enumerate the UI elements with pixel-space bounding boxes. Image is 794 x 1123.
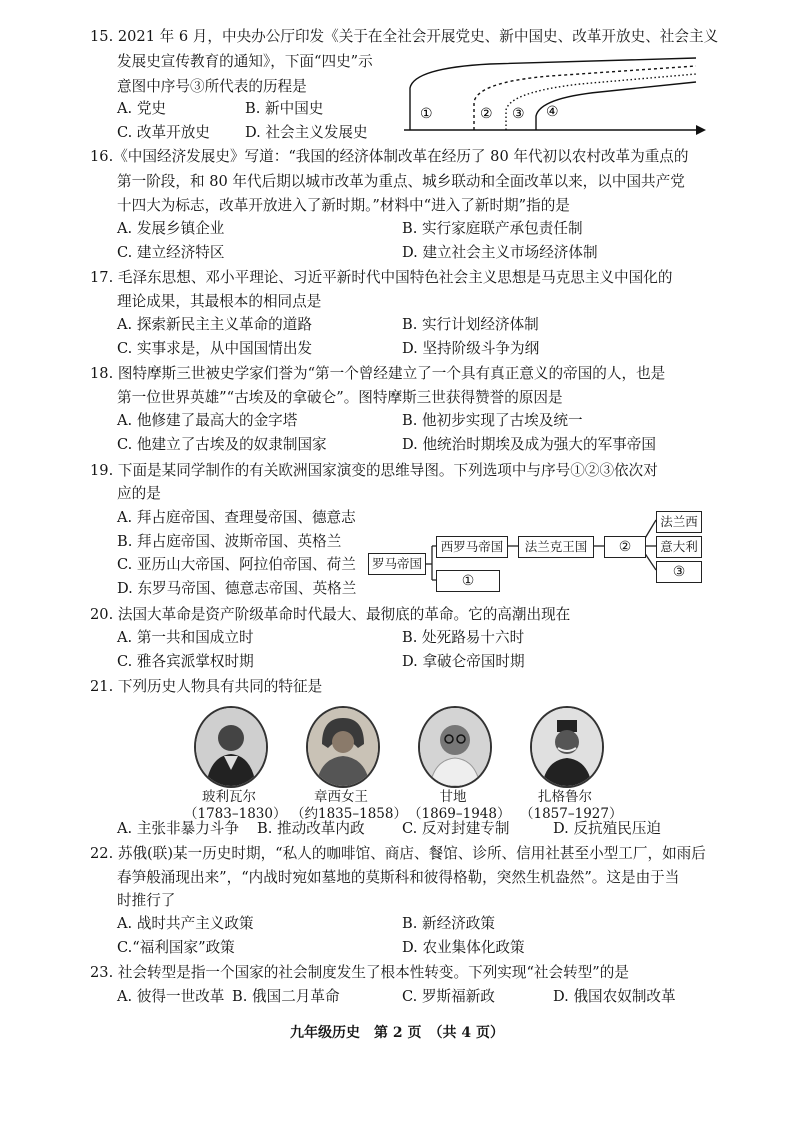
caption-gandhi — [408, 789, 511, 823]
caption-bolivar — [184, 789, 287, 823]
q18-stem-line2: 第一位世界英雄”“古埃及的拿破仑”。图特摩斯三世获得赞誉的原因是 — [117, 389, 563, 406]
page-footer: 九年级历史 第 2 页 （共 4 页） — [290, 1025, 504, 1041]
diagram-curve-4 — [536, 82, 696, 130]
q15-stem-line2: 发展史宣传教育的通知》，下面“四史”示 — [117, 53, 373, 70]
q15-stem-line1: 15. 2021 年 6 月，中央办公厅印发《关于在全社会开展党史、新中国史、改革开放史、社会主义 — [90, 28, 719, 45]
portrait-gandhi — [418, 706, 492, 788]
q20-option-c: C. 雅各宾派掌权时期 — [117, 653, 254, 670]
caption-bolivar-years: （1783–1830） — [184, 805, 287, 822]
q19-option-a: A. 拜占庭帝国、查理曼帝国、德意志 — [117, 509, 356, 526]
q17-option-c: C. 实事求是，从中国国情出发 — [117, 340, 313, 357]
q19-stem-line2: 应的是 — [117, 485, 161, 502]
q17-option-b: B. 实行计划经济体制 — [402, 316, 539, 333]
diagram-label-2: ② — [480, 106, 493, 122]
q21-stem-line1: 21. 下列历史人物具有共同的特征是 — [90, 678, 323, 695]
q16-option-c: C. 建立经济特区 — [117, 244, 225, 261]
mindmap-west-rome: 西罗马帝国 — [436, 536, 508, 558]
q18-option-b: B. 他初步实现了古埃及统一 — [402, 412, 583, 429]
q16-option-b: B. 实行家庭联产承包责任制 — [402, 220, 583, 237]
q22-option-d: D. 农业集体化政策 — [402, 939, 525, 956]
q22-option-a: A. 战时共产主义政策 — [117, 915, 254, 932]
diagram-curve-2 — [474, 66, 696, 130]
q18-option-d: D. 他统治时期埃及成为强大的军事帝国 — [402, 436, 656, 453]
portrait-zaghloul — [530, 706, 604, 788]
four-histories-diagram — [400, 52, 708, 142]
portrait-rani-of-jhansi — [306, 706, 380, 788]
q15-stem-line3: 意图中序号③所代表的历程是 — [117, 78, 307, 95]
q21-option-c: C. 反对封建专制 — [402, 820, 510, 837]
q20-stem-line1: 20. 法国大革命是资产阶级革命时代最大、最彻底的革命。它的高潮出现在 — [90, 606, 571, 623]
caption-gandhi-name: 甘地 — [439, 789, 467, 805]
caption-zaghloul — [520, 789, 623, 823]
caption-bolivar-name: 玻利瓦尔 — [202, 789, 256, 805]
q22-stem-line1: 22. 苏俄(联)某一历史时期，“私人的咖啡馆、商店、餐馆、诊所、信用社甚至小型工厂，如雨后 — [90, 845, 706, 862]
q15-option-b: B. 新中国史 — [245, 100, 324, 117]
q18-option-a: A. 他修建了最高大的金字塔 — [117, 412, 298, 429]
q21-option-d: D. 反抗殖民压迫 — [553, 820, 662, 837]
mindmap-blank-1: ① — [436, 570, 500, 592]
q20-option-a: A. 第一共和国成立时 — [117, 629, 254, 646]
q22-stem-line2: 春笋般涌现出来”，“内战时宛如墓地的莫斯科和彼得格勒，突然生机盎然”。这是由于当 — [117, 869, 680, 886]
q19-option-c: C. 亚历山大帝国、阿拉伯帝国、荷兰 — [117, 556, 356, 573]
diagram-label-3: ③ — [512, 106, 525, 122]
caption-rani-name: 章西女王 — [314, 789, 368, 805]
q15-option-c: C. 改革开放史 — [117, 124, 210, 141]
q16-option-a: A. 发展乡镇企业 — [117, 220, 225, 237]
q22-option-b: B. 新经济政策 — [402, 915, 495, 932]
q23-option-a: A. 彼得一世改革 — [117, 988, 225, 1005]
portrait-bolivar — [194, 706, 268, 788]
q17-stem-line1: 17. 毛泽东思想、邓小平理论、习近平新时代中国特色社会主义思想是马克思主义中国化的 — [90, 269, 673, 286]
q21-option-a: A. 主张非暴力斗争 — [117, 820, 239, 837]
caption-rani — [291, 789, 407, 823]
q17-option-a: A. 探索新民主主义革命的道路 — [117, 316, 312, 333]
mindmap-blank-3: ③ — [656, 561, 702, 583]
q19-option-d: D. 东罗马帝国、德意志帝国、英格兰 — [117, 580, 357, 597]
q20-option-b: B. 处死路易十六时 — [402, 629, 525, 646]
mindmap-rome: 罗马帝国 — [368, 553, 426, 575]
q17-stem-line2: 理论成果，其最根本的相同点是 — [117, 293, 322, 310]
diagram-label-4: ④ — [546, 104, 559, 120]
caption-rani-years: （约1835–1858） — [291, 805, 407, 822]
mindmap-blank-2: ② — [604, 536, 646, 558]
q22-stem-line3: 时推行了 — [117, 892, 176, 909]
mindmap-france: 法兰西 — [656, 511, 702, 533]
q21-option-b: B. 推动改革内政 — [257, 820, 365, 837]
q22-option-c: C.“福利国家”政策 — [117, 939, 235, 956]
mindmap-italy: 意大利 — [656, 536, 702, 558]
q23-stem-line1: 23. 社会转型是指一个国家的社会制度发生了根本性转变。下列实现“社会转型”的是 — [90, 964, 629, 981]
q17-option-d: D. 坚持阶级斗争为纲 — [402, 340, 540, 357]
caption-zaghloul-name: 扎格鲁尔 — [538, 789, 592, 805]
caption-zaghloul-years: （1857–1927） — [520, 805, 623, 822]
q15-option-a: A. 党史 — [117, 100, 167, 117]
diagram-axis-arrow — [696, 125, 706, 135]
q23-option-d: D. 俄国农奴制改革 — [553, 988, 676, 1005]
q16-stem-line3: 十四大为标志，改革开放进入了新时期。”材料中“进入了新时期”指的是 — [117, 197, 570, 214]
mindmap-frankish-kingdom: 法兰克王国 — [518, 536, 594, 558]
q19-option-b: B. 拜占庭帝国、波斯帝国、英格兰 — [117, 533, 342, 550]
q23-option-b: B. 俄国二月革命 — [232, 988, 340, 1005]
q15-option-d: D. 社会主义发展史 — [245, 124, 368, 141]
q18-stem-line1: 18. 图特摩斯三世被史学家们誉为“第一个曾经建立了一个具有真正意义的帝国的人，也是 — [90, 365, 666, 382]
q16-stem-line1: 16.《中国经济发展史》写道：“我国的经济体制改革在经历了 80 年代初以农村改革为重点的 — [90, 148, 689, 165]
q16-stem-line2: 第一阶段，和 80 年代后期以城市改革为重点、城乡联动和全面改革以来，以中国共产党 — [117, 173, 685, 190]
q20-option-d: D. 拿破仑帝国时期 — [402, 653, 525, 670]
diagram-label-1: ① — [420, 106, 433, 122]
q23-option-c: C. 罗斯福新政 — [402, 988, 495, 1005]
diagram-curve-3 — [506, 74, 696, 130]
caption-gandhi-years: （1869–1948） — [408, 805, 511, 822]
q16-option-d: D. 建立社会主义市场经济体制 — [402, 244, 598, 261]
q18-option-c: C. 他建立了古埃及的奴隶制国家 — [117, 436, 327, 453]
q19-stem-line1: 19. 下面是某同学制作的有关欧洲国家演变的思维导图。下列选项中与序号①②③依次对 — [90, 462, 658, 479]
